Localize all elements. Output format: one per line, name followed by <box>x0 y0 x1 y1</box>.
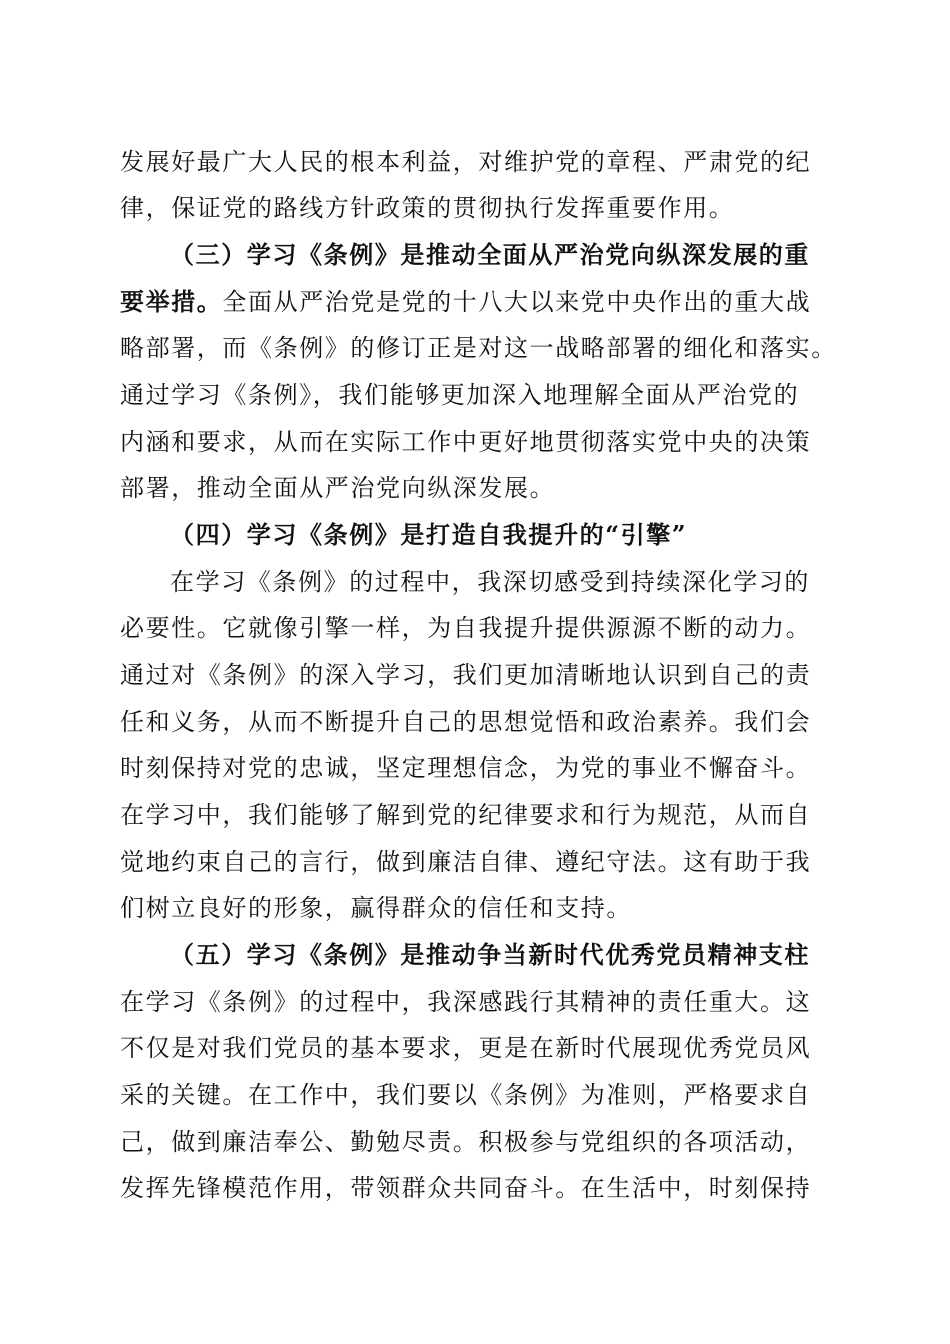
paragraph-line: 发挥先锋模范作用，带领群众共同奋斗。在生活中，时刻保持 <box>120 1174 812 1202</box>
paragraph-line: 内涵和要求，从而在实际工作中更好地贯彻落实党中央的决策 <box>120 428 812 456</box>
paragraph-line: 时刻保持对党的忠诚，坚定理想信念，为党的事业不懈奋斗。 <box>120 754 812 782</box>
paragraph-line: 在学习《条例》的过程中，我深切感受到持续深化学习的 <box>170 568 810 596</box>
section-heading-5: （五）学习《条例》是推动争当新时代优秀党员精神支柱 <box>170 940 810 969</box>
paragraph-line: 在学习《条例》的过程中，我深感践行其精神的责任重大。这 <box>120 988 812 1016</box>
paragraph-line <box>120 280 840 324</box>
paragraph-line: 部署，推动全面从严治党向纵深发展。 <box>120 474 556 502</box>
section-heading-4: （四）学习《条例》是打造自我提升的“引擎” <box>170 520 688 549</box>
paragraph-line: 们树立良好的形象，赢得群众的信任和支持。 <box>120 894 632 922</box>
paragraph-line: 觉地约束自己的言行，做到廉洁自律、遵纪守法。这有助于我 <box>120 848 812 876</box>
paragraph-line: 必要性。它就像引擎一样，为自我提升提供源源不断的动力。 <box>120 614 812 642</box>
paragraph-line: 通过学习《条例》，我们能够更加深入地理解全面从严治党的 <box>120 381 800 409</box>
paragraph-line: 略部署，而《条例》的修订正是对这一战略部署的细化和落实。 <box>120 334 837 362</box>
section-heading-3-end: 要举措。 <box>120 287 223 316</box>
paragraph-line: 不仅是对我们党员的基本要求，更是在新时代展现优秀党员风 <box>120 1034 812 1062</box>
section-heading-3: （三）学习《条例》是推动全面从严治党向纵深发展的重 <box>170 240 810 269</box>
paragraph-text: 全面从严治党是党的十八大以来党中央作出的重大战 <box>222 288 812 316</box>
paragraph-line: 律，保证党的路线方针政策的贯彻执行发挥重要作用。 <box>120 194 735 222</box>
paragraph-line: 任和义务，从而不断提升自己的思想觉悟和政治素养。我们会 <box>120 708 812 736</box>
paragraph-line: 通过对《条例》的深入学习，我们更加清晰地认识到自己的责 <box>120 661 812 689</box>
paragraph-line: 采的关键。在工作中，我们要以《条例》为准则，严格要求自 <box>120 1081 812 1109</box>
paragraph-line: 发展好最广大人民的根本利益，对维护党的章程、严肃党的纪 <box>120 148 812 176</box>
paragraph-line: 在学习中，我们能够了解到党的纪律要求和行为规范，从而自 <box>120 801 812 829</box>
paragraph-line: 己，做到廉洁奉公、勤勉尽责。积极参与党组织的各项活动， <box>120 1128 812 1156</box>
